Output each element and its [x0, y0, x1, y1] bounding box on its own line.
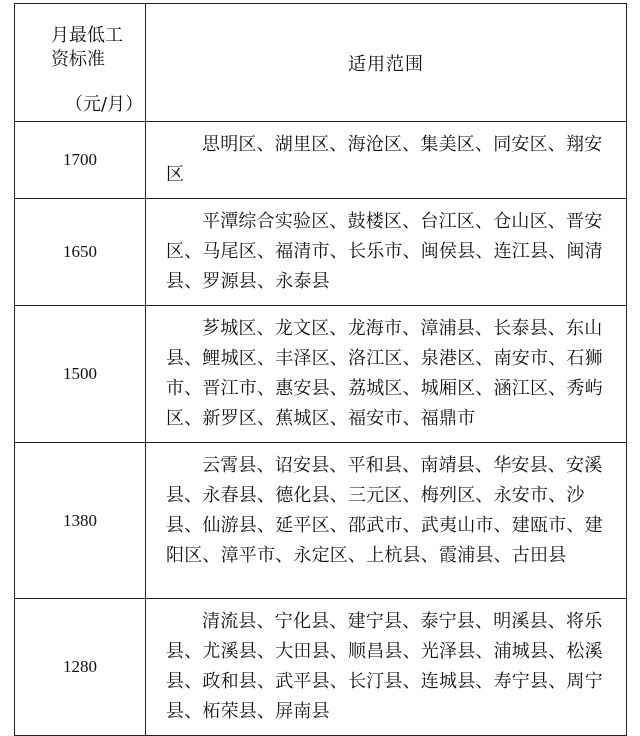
wage-header-unit: （元/月）	[65, 94, 144, 115]
table-header-row	[15, 4, 627, 122]
table-row	[15, 199, 627, 306]
scope-cell: 芗城区、龙文区、龙海市、漳浦县、长泰县、东山县、鲤城区、丰泽区、洛江区、泉港区、南安市、石狮市、晋江市、惠安县、荔城区、城厢区、涵江区、秀屿区、新罗区、蕉城区、福安市、福鼎市	[146, 306, 627, 443]
scope-cell: 思明区、湖里区、海沧区、集美区、同安区、翔安区	[146, 122, 627, 199]
table-row	[15, 443, 627, 599]
scope-cell: 平潭综合实验区、鼓楼区、台江区、仓山区、晋安区、马尾区、福清市、长乐市、闽侯县、连江县、闽清县、罗源县、永泰县	[146, 199, 627, 306]
wage-cell: 1700	[15, 122, 146, 199]
scope-column-header: 适用范围	[146, 4, 627, 122]
table-row	[15, 599, 627, 736]
wage-header-line1: 月最低工	[51, 25, 123, 46]
wage-cell: 1380	[15, 443, 146, 599]
table-row	[15, 306, 627, 443]
wage-cell: 1650	[15, 199, 146, 306]
wage-cell: 1280	[15, 599, 146, 736]
table-row	[15, 122, 627, 199]
scope-cell: 清流县、宁化县、建宁县、泰宁县、明溪县、将乐县、尤溪县、大田县、顺昌县、光泽县、浦城县、松溪县、政和县、武平县、长汀县、连城县、寿宁县、周宁县、柘荣县、屏南县	[146, 599, 627, 736]
wage-cell: 1500	[15, 306, 146, 443]
wage-header-line2: 资标准	[51, 49, 105, 70]
minimum-wage-table	[14, 3, 627, 736]
wage-column-header	[15, 4, 146, 122]
scope-cell: 云霄县、诏安县、平和县、南靖县、华安县、安溪县、永春县、德化县、三元区、梅列区、永安市、沙县、仙游县、延平区、邵武市、武夷山市、建瓯市、建阳区、漳平市、永定区、上杭县、霞浦县、古田县	[146, 443, 627, 599]
